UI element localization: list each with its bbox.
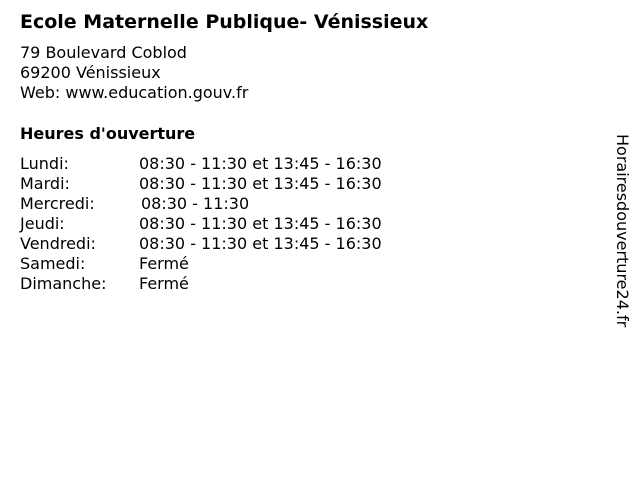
day-label: Mercredi: [20,194,95,213]
street-address: 79 Boulevard Coblod [20,43,187,62]
opening-hours-heading: Heures d'ouverture [20,124,196,143]
day-label: Lundi: [20,154,69,173]
day-label: Samedi: [20,254,86,273]
day-hours: 08:30 - 11:30 et 13:45 - 16:30 [139,234,382,253]
business-address [20,43,248,103]
day-label: Jeudi: [20,214,65,233]
day-hours: 08:30 - 11:30 et 13:45 - 16:30 [139,154,382,173]
day-hours: 08:30 - 11:30 et 13:45 - 16:30 [139,214,382,233]
day-label: Vendredi: [20,234,96,253]
day-hours: 08:30 - 11:30 [141,194,250,213]
day-hours: 08:30 - 11:30 et 13:45 - 16:30 [139,174,382,193]
business-name: Ecole Maternelle Publique- Vénissieux [20,11,429,33]
day-hours: Fermé [139,254,189,273]
website-text: Web: www.education.gouv.fr [20,83,249,102]
day-label: Mardi: [20,174,70,193]
site-watermark: Horairesdouverture24.fr [613,134,632,328]
day-label: Dimanche: [20,274,107,293]
day-hours: Fermé [139,274,189,293]
city-address: 69200 Vénissieux [20,63,161,82]
